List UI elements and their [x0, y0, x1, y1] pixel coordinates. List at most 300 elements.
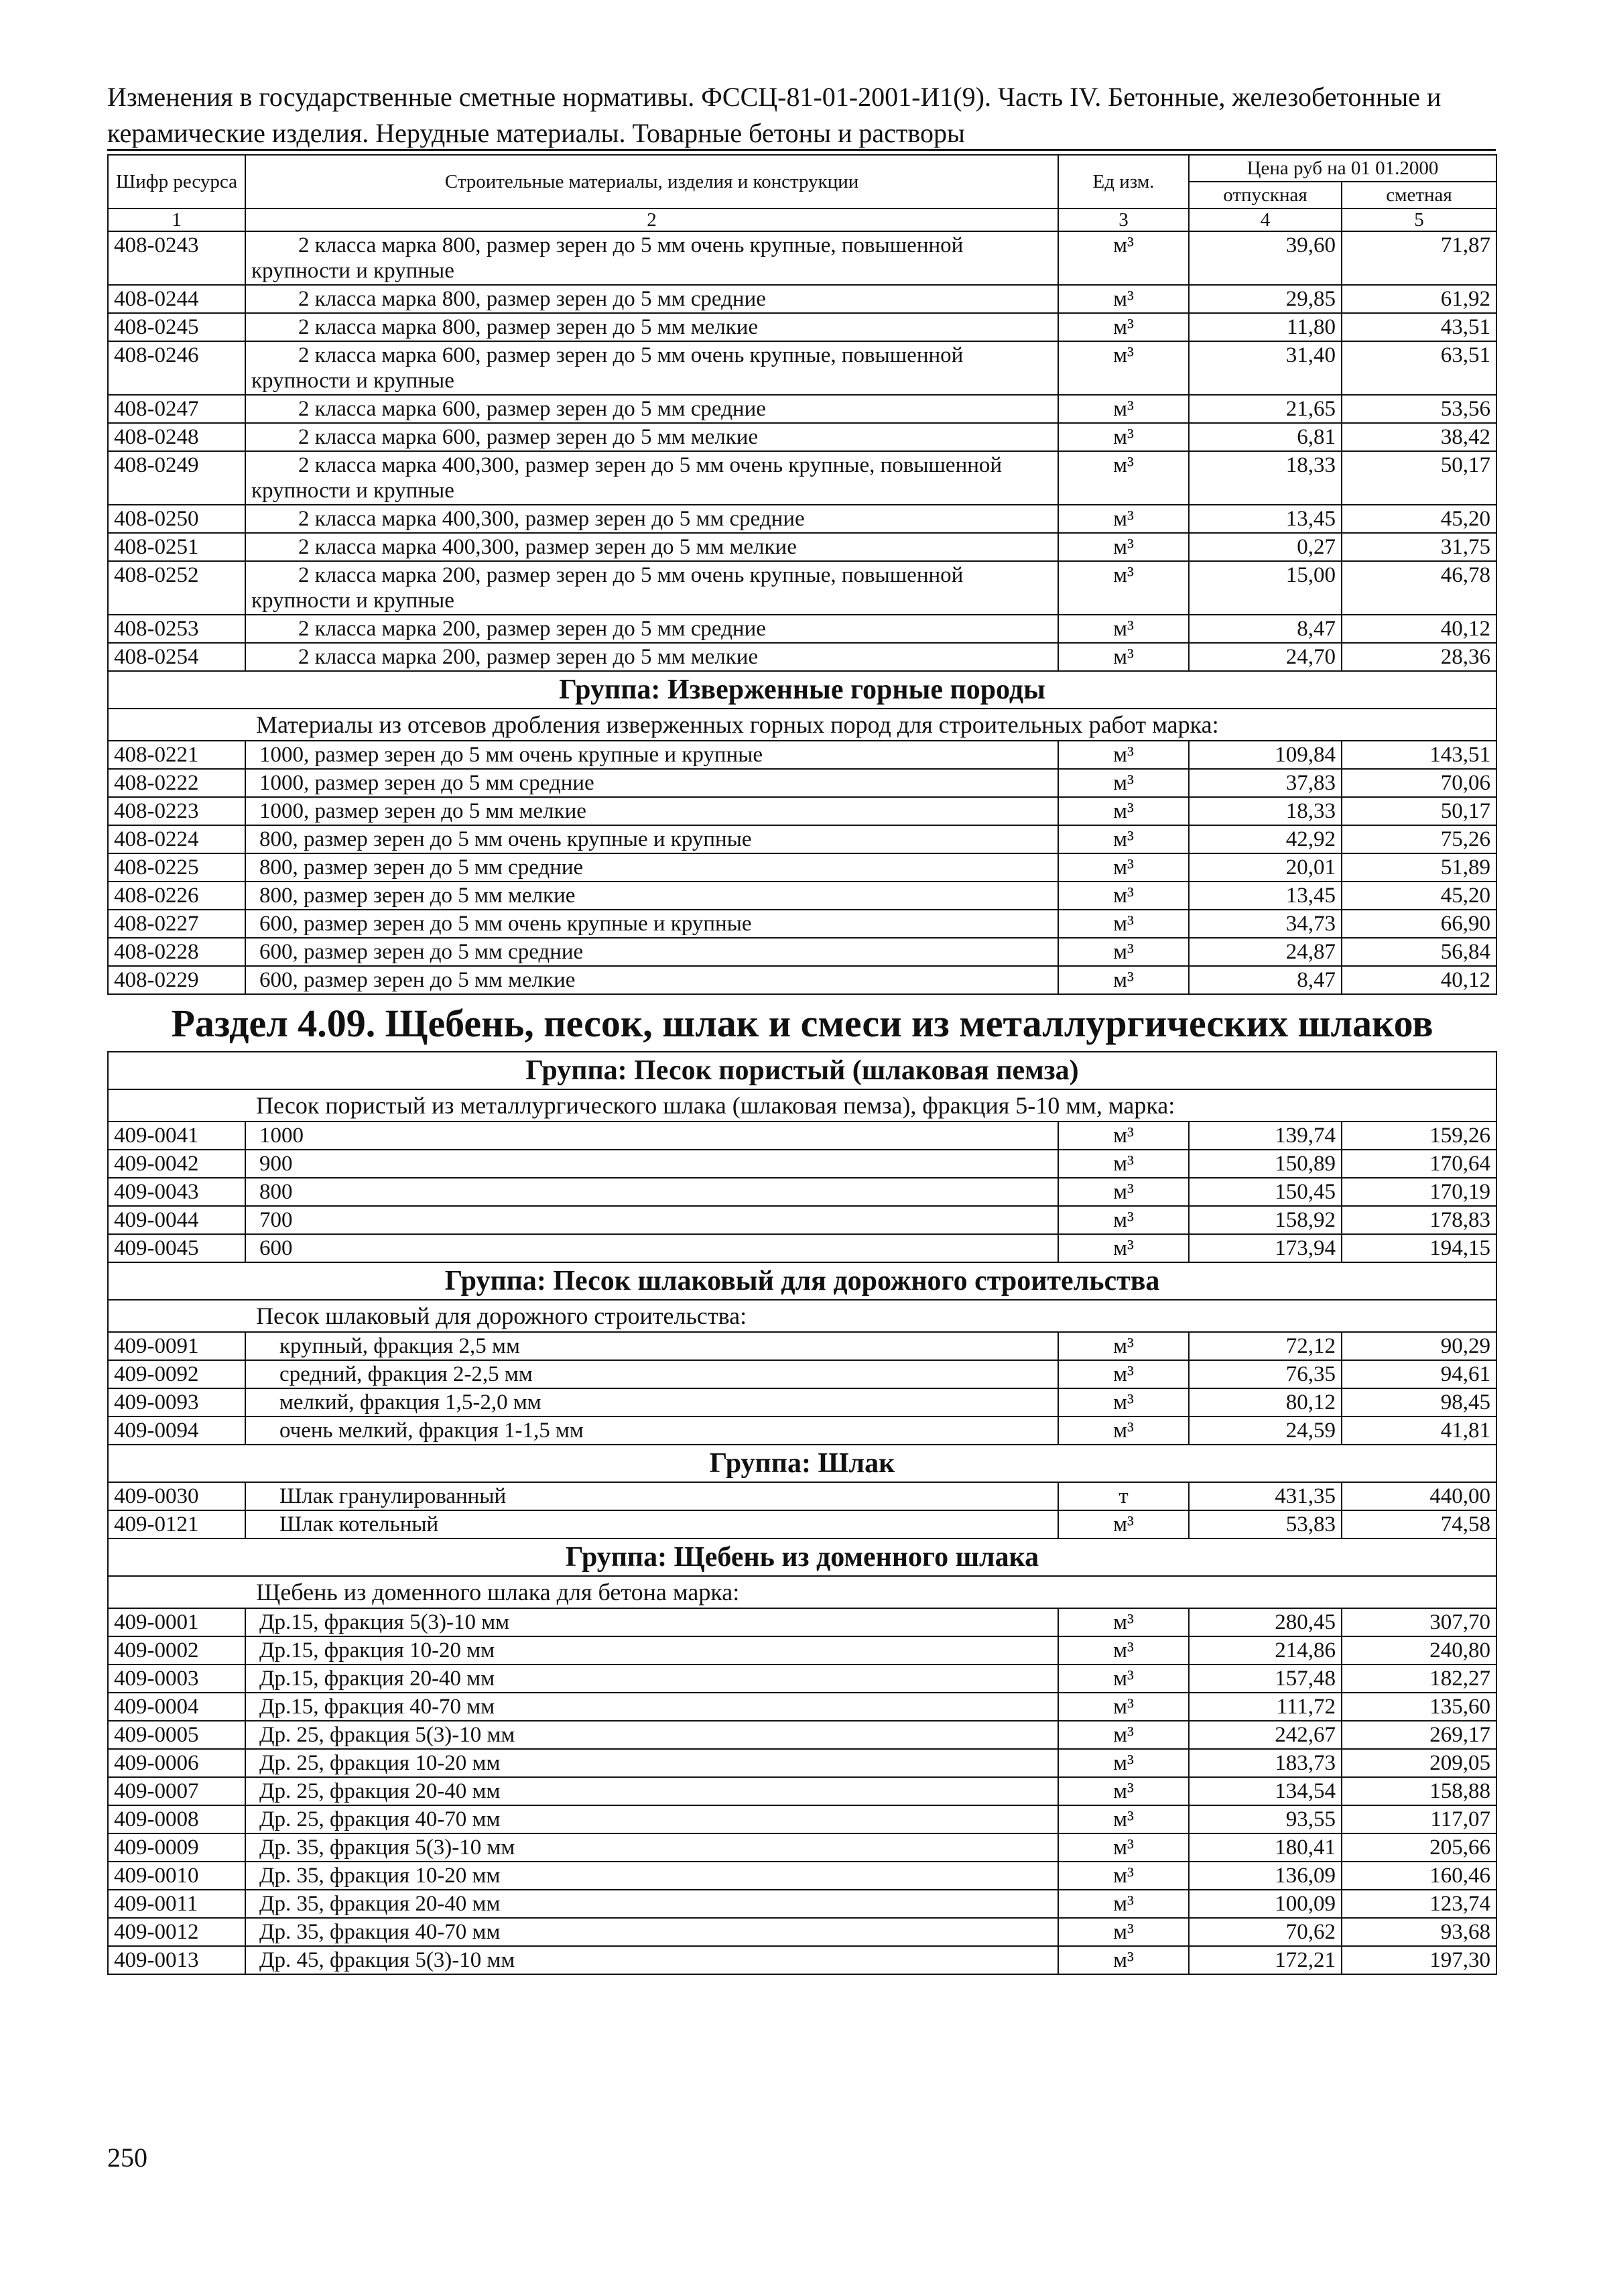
table-row	[108, 1721, 1496, 1749]
table-row	[108, 1178, 1496, 1206]
material-name: 2 класса марка 800, размер зерен до 5 мм средние	[245, 285, 1058, 313]
unit-cell: м³	[1058, 1150, 1189, 1178]
table-row	[108, 1777, 1496, 1805]
resource-code: 409-0006	[108, 1749, 245, 1777]
estimate-price: 269,17	[1342, 1721, 1496, 1749]
group-igneous-rows	[108, 741, 1496, 994]
resource-code: 408-0225	[108, 853, 245, 882]
material-name: средний, фракция 2-2,5 мм	[245, 1360, 1058, 1388]
material-name: очень мелкий, фракция 1-1,5 мм	[245, 1416, 1058, 1445]
group-road-sand-rows	[108, 1332, 1496, 1445]
release-price: 157,48	[1189, 1665, 1342, 1693]
estimate-price: 56,84	[1342, 938, 1496, 966]
release-price: 136,09	[1189, 1862, 1342, 1890]
unit-cell: м³	[1058, 1636, 1189, 1665]
table-row	[108, 1833, 1496, 1862]
table-row	[108, 1665, 1496, 1693]
material-name: 1000, размер зерен до 5 мм мелкие	[245, 797, 1058, 825]
group-slag-title: Группа: Шлак	[108, 1445, 1496, 1482]
section-title: Раздел 4.09. Щебень, песок, шлак и смеси из металлургических шлаков	[108, 994, 1496, 1052]
table-row	[108, 231, 1496, 285]
unit-cell: м³	[1058, 1416, 1189, 1445]
material-name: 1000, размер зерен до 5 мм очень крупные и крупные	[245, 741, 1058, 769]
resource-code: 409-0009	[108, 1833, 245, 1862]
unit-cell: м³	[1058, 741, 1189, 769]
release-price: 18,33	[1189, 451, 1342, 505]
release-price: 34,73	[1189, 910, 1342, 938]
unit-cell: м³	[1058, 423, 1189, 451]
material-name: 2 класса марка 200, размер зерен до 5 мм средние	[245, 615, 1058, 643]
release-price: 13,45	[1189, 505, 1342, 533]
release-price: 109,84	[1189, 741, 1342, 769]
material-name: 2 класса марка 400,300, размер зерен до 5 мм средние	[245, 505, 1058, 533]
release-price: 53,83	[1189, 1510, 1342, 1538]
release-price: 24,59	[1189, 1416, 1342, 1445]
unit-cell: м³	[1058, 313, 1189, 341]
estimate-price: 117,07	[1342, 1805, 1496, 1833]
estimate-price: 71,87	[1342, 231, 1496, 285]
table-row	[108, 1946, 1496, 1974]
group-igneous-body	[108, 671, 1496, 741]
group-road-sand-intro: Песок шлаковый для дорожного строительства:	[108, 1300, 1496, 1332]
resource-code: 408-0224	[108, 825, 245, 853]
page-header: Изменения в государственные сметные нормативы. ФССЦ-81-01-2001-И1(9). Часть IV. Бетонные, железобетонные и керамические изделия. Нерудные материалы. Товарные бетоны и растворы	[107, 82, 1442, 148]
unit-cell: м³	[1058, 1918, 1189, 1946]
material-name: 600, размер зерен до 5 мм очень крупные и крупные	[245, 910, 1058, 938]
estimate-price: 38,42	[1342, 423, 1496, 451]
section-body	[108, 994, 1496, 1052]
release-price: 8,47	[1189, 966, 1342, 994]
estimate-price: 40,12	[1342, 615, 1496, 643]
resource-code: 409-0007	[108, 1777, 245, 1805]
estimate-price: 182,27	[1342, 1665, 1496, 1693]
resource-code: 409-0001	[108, 1608, 245, 1636]
material-name: 2 класса марка 600, размер зерен до 5 мм средние	[245, 395, 1058, 423]
unit-cell: м³	[1058, 797, 1189, 825]
estimate-price: 194,15	[1342, 1234, 1496, 1262]
resource-code: 408-0222	[108, 769, 245, 797]
header-rule	[107, 149, 1496, 151]
th-name: Строительные материалы, изделия и конструкции	[245, 155, 1058, 208]
estimate-price: 40,12	[1342, 966, 1496, 994]
estimate-price: 307,70	[1342, 1608, 1496, 1636]
estimate-price: 31,75	[1342, 533, 1496, 561]
material-name: Др. 25, фракция 10-20 мм	[245, 1749, 1058, 1777]
material-name: 600, размер зерен до 5 мм средние	[245, 938, 1058, 966]
group-igneous-title: Группа: Изверженные горные породы	[108, 671, 1496, 709]
table-row	[108, 769, 1496, 797]
unit-cell: м³	[1058, 1206, 1189, 1234]
estimate-price: 170,64	[1342, 1150, 1496, 1178]
material-name: 1000, размер зерен до 5 мм средние	[245, 769, 1058, 797]
resource-code: 409-0008	[108, 1805, 245, 1833]
resource-code: 409-0042	[108, 1150, 245, 1178]
material-name: 2 класса марка 200, размер зерен до 5 мм очень крупные, повышенной крупности и крупные	[245, 561, 1058, 615]
release-price: 8,47	[1189, 615, 1342, 643]
unit-cell: м³	[1058, 395, 1189, 423]
estimate-price: 143,51	[1342, 741, 1496, 769]
table-row	[108, 643, 1496, 671]
resource-code: 408-0243	[108, 231, 245, 285]
estimate-price: 43,51	[1342, 313, 1496, 341]
table-row	[108, 341, 1496, 395]
column-numbers-row	[108, 208, 1496, 231]
estimate-price: 50,17	[1342, 797, 1496, 825]
resource-code: 409-0041	[108, 1122, 245, 1150]
estimate-price: 209,05	[1342, 1749, 1496, 1777]
th-unit: Ед изм.	[1058, 155, 1189, 208]
resource-code: 409-0011	[108, 1890, 245, 1918]
material-name: 600, размер зерен до 5 мм мелкие	[245, 966, 1058, 994]
group-blast-rows	[108, 1608, 1496, 1974]
group-slag-rows	[108, 1482, 1496, 1538]
resource-code: 409-0045	[108, 1234, 245, 1262]
material-name: 800	[245, 1178, 1058, 1206]
estimate-price: 197,30	[1342, 1946, 1496, 1974]
group-road-sand-title: Группа: Песок шлаковый для дорожного строительства	[108, 1262, 1496, 1300]
material-name: Др.15, фракция 20-40 мм	[245, 1665, 1058, 1693]
unit-cell: м³	[1058, 1721, 1189, 1749]
material-name: Др. 25, фракция 5(3)-10 мм	[245, 1721, 1058, 1749]
release-price: 0,27	[1189, 533, 1342, 561]
estimate-price: 66,90	[1342, 910, 1496, 938]
release-price: 93,55	[1189, 1805, 1342, 1833]
material-name: 900	[245, 1150, 1058, 1178]
table-row	[108, 561, 1496, 615]
estimate-price: 170,19	[1342, 1178, 1496, 1206]
material-name: Шлак гранулированный	[245, 1482, 1058, 1510]
resource-code: 408-0253	[108, 615, 245, 643]
resource-code: 408-0221	[108, 741, 245, 769]
table-row	[108, 423, 1496, 451]
table-head	[108, 155, 1496, 231]
material-name: 1000	[245, 1122, 1058, 1150]
estimate-price: 240,80	[1342, 1636, 1496, 1665]
material-name: крупный, фракция 2,5 мм	[245, 1332, 1058, 1360]
table-row	[108, 938, 1496, 966]
release-price: 20,01	[1189, 853, 1342, 882]
release-price: 150,45	[1189, 1178, 1342, 1206]
table-row	[108, 1416, 1496, 1445]
colnum-5: 5	[1342, 208, 1496, 231]
material-name: 800, размер зерен до 5 мм мелкие	[245, 882, 1058, 910]
estimate-price: 46,78	[1342, 561, 1496, 615]
material-name: 2 класса марка 800, размер зерен до 5 мм очень крупные, повышенной крупности и крупные	[245, 231, 1058, 285]
material-name: 2 класса марка 600, размер зерен до 5 мм мелкие	[245, 423, 1058, 451]
material-name: 600	[245, 1234, 1058, 1262]
estimate-price: 160,46	[1342, 1862, 1496, 1890]
table-row	[108, 1749, 1496, 1777]
release-price: 242,67	[1189, 1721, 1342, 1749]
release-price: 24,87	[1189, 938, 1342, 966]
estimate-price: 123,74	[1342, 1890, 1496, 1918]
resource-code: 409-0010	[108, 1862, 245, 1890]
release-price: 180,41	[1189, 1833, 1342, 1862]
table-row	[108, 313, 1496, 341]
group-pumice-title: Группа: Песок пористый (шлаковая пемза)	[108, 1052, 1496, 1089]
table-row	[108, 741, 1496, 769]
unit-cell: м³	[1058, 1749, 1189, 1777]
estimate-price: 178,83	[1342, 1206, 1496, 1234]
release-price: 6,81	[1189, 423, 1342, 451]
resource-code: 408-0250	[108, 505, 245, 533]
table-row	[108, 505, 1496, 533]
unit-cell: м³	[1058, 1388, 1189, 1416]
unit-cell: м³	[1058, 231, 1189, 285]
resource-code: 408-0247	[108, 395, 245, 423]
th-release: отпускная	[1189, 182, 1342, 208]
material-name: Др.15, фракция 10-20 мм	[245, 1636, 1058, 1665]
estimate-price: 51,89	[1342, 853, 1496, 882]
unit-cell: м³	[1058, 966, 1189, 994]
group-slag-body	[108, 1445, 1496, 1482]
material-name: Др. 35, фракция 10-20 мм	[245, 1862, 1058, 1890]
unit-cell: м³	[1058, 533, 1189, 561]
resource-code: 408-0244	[108, 285, 245, 313]
estimate-price: 45,20	[1342, 882, 1496, 910]
table-row	[108, 1608, 1496, 1636]
table-row	[108, 1332, 1496, 1360]
table-row	[108, 1890, 1496, 1918]
page-number: 250	[107, 2142, 147, 2173]
material-name: 2 класса марка 800, размер зерен до 5 мм мелкие	[245, 313, 1058, 341]
material-name: 2 класса марка 400,300, размер зерен до 5 мм очень крупные, повышенной крупности и крупные	[245, 451, 1058, 505]
table-row	[108, 910, 1496, 938]
unit-cell: м³	[1058, 1665, 1189, 1693]
table-row	[108, 451, 1496, 505]
material-name: 700	[245, 1206, 1058, 1234]
resource-code: 409-0091	[108, 1332, 245, 1360]
release-price: 13,45	[1189, 882, 1342, 910]
unit-cell: м³	[1058, 285, 1189, 313]
table-row	[108, 1805, 1496, 1833]
resource-code: 408-0229	[108, 966, 245, 994]
resource-code: 409-0092	[108, 1360, 245, 1388]
estimate-price: 75,26	[1342, 825, 1496, 853]
estimate-price: 53,56	[1342, 395, 1496, 423]
resource-code: 408-0228	[108, 938, 245, 966]
table-row	[108, 1862, 1496, 1890]
group-road-sand-body	[108, 1262, 1496, 1332]
release-price: 21,65	[1189, 395, 1342, 423]
estimate-price: 63,51	[1342, 341, 1496, 395]
estimate-price: 93,68	[1342, 1918, 1496, 1946]
resource-code: 408-0246	[108, 341, 245, 395]
table-row	[108, 825, 1496, 853]
resource-code: 409-0094	[108, 1416, 245, 1445]
release-price: 37,83	[1189, 769, 1342, 797]
estimate-price: 440,00	[1342, 1482, 1496, 1510]
unit-cell: м³	[1058, 561, 1189, 615]
unit-cell: м³	[1058, 1890, 1189, 1918]
unit-cell: м³	[1058, 1946, 1189, 1974]
unit-cell: м³	[1058, 1360, 1189, 1388]
estimate-price: 98,45	[1342, 1388, 1496, 1416]
release-price: 11,80	[1189, 313, 1342, 341]
estimate-price: 135,60	[1342, 1693, 1496, 1721]
release-price: 280,45	[1189, 1608, 1342, 1636]
estimate-price: 70,06	[1342, 769, 1496, 797]
release-price: 70,62	[1189, 1918, 1342, 1946]
table-row	[108, 285, 1496, 313]
unit-cell: м³	[1058, 1178, 1189, 1206]
block1-body	[108, 231, 1496, 671]
table-row	[108, 395, 1496, 423]
unit-cell: м³	[1058, 1332, 1189, 1360]
th-code: Шифр ресурса	[108, 155, 245, 208]
unit-cell: м³	[1058, 825, 1189, 853]
material-name: Др.15, фракция 40-70 мм	[245, 1693, 1058, 1721]
table-row	[108, 615, 1496, 643]
material-name: мелкий, фракция 1,5-2,0 мм	[245, 1388, 1058, 1416]
resource-code: 409-0012	[108, 1918, 245, 1946]
resource-code: 409-0121	[108, 1510, 245, 1538]
material-name: Др. 25, фракция 20-40 мм	[245, 1777, 1058, 1805]
table-row	[108, 1122, 1496, 1150]
table-row	[108, 1206, 1496, 1234]
release-price: 39,60	[1189, 231, 1342, 285]
table-row	[108, 1388, 1496, 1416]
table-row	[108, 853, 1496, 882]
unit-cell: м³	[1058, 1608, 1189, 1636]
table-row	[108, 1918, 1496, 1946]
unit-cell: м³	[1058, 1122, 1189, 1150]
release-price: 214,86	[1189, 1636, 1342, 1665]
estimate-price: 28,36	[1342, 643, 1496, 671]
resource-code: 409-0030	[108, 1482, 245, 1510]
colnum-4: 4	[1189, 208, 1342, 231]
table-row	[108, 797, 1496, 825]
unit-cell: м³	[1058, 1777, 1189, 1805]
release-price: 31,40	[1189, 341, 1342, 395]
colnum-2: 2	[245, 208, 1058, 231]
resource-code: 408-0248	[108, 423, 245, 451]
group-pumice-rows	[108, 1122, 1496, 1262]
release-price: 139,74	[1189, 1122, 1342, 1150]
estimate-price: 94,61	[1342, 1360, 1496, 1388]
material-name: 800, размер зерен до 5 мм средние	[245, 853, 1058, 882]
estimate-price: 74,58	[1342, 1510, 1496, 1538]
material-name: Шлак котельный	[245, 1510, 1058, 1538]
group-pumice-intro: Песок пористый из металлургического шлака (шлаковая пемза), фракция 5-10 мм, марка:	[108, 1089, 1496, 1122]
resource-code: 408-0223	[108, 797, 245, 825]
price-table	[107, 154, 1497, 1975]
release-price: 29,85	[1189, 285, 1342, 313]
unit-cell: м³	[1058, 1234, 1189, 1262]
table-row	[108, 966, 1496, 994]
estimate-price: 159,26	[1342, 1122, 1496, 1150]
resource-code: 409-0013	[108, 1946, 245, 1974]
unit-cell: м³	[1058, 505, 1189, 533]
release-price: 134,54	[1189, 1777, 1342, 1805]
resource-code: 408-0226	[108, 882, 245, 910]
release-price: 18,33	[1189, 797, 1342, 825]
material-name: 2 класса марка 600, размер зерен до 5 мм очень крупные, повышенной крупности и крупные	[245, 341, 1058, 395]
release-price: 111,72	[1189, 1693, 1342, 1721]
th-estimate: сметная	[1342, 182, 1496, 208]
estimate-price: 45,20	[1342, 505, 1496, 533]
release-price: 76,35	[1189, 1360, 1342, 1388]
unit-cell: м³	[1058, 769, 1189, 797]
unit-cell: м³	[1058, 615, 1189, 643]
unit-cell: м³	[1058, 910, 1189, 938]
resource-code: 409-0003	[108, 1665, 245, 1693]
table-row	[108, 533, 1496, 561]
resource-code: 409-0004	[108, 1693, 245, 1721]
resource-code: 409-0002	[108, 1636, 245, 1665]
colnum-3: 3	[1058, 208, 1189, 231]
resource-code: 409-0005	[108, 1721, 245, 1749]
resource-code: 408-0249	[108, 451, 245, 505]
unit-cell: м³	[1058, 938, 1189, 966]
table-row	[108, 1510, 1496, 1538]
resource-code: 408-0254	[108, 643, 245, 671]
table-row	[108, 1636, 1496, 1665]
material-name: Др. 25, фракция 40-70 мм	[245, 1805, 1058, 1833]
estimate-price: 50,17	[1342, 451, 1496, 505]
th-price: Цена руб на 01 01.2000	[1189, 155, 1496, 182]
material-name: Др.15, фракция 5(3)-10 мм	[245, 1608, 1058, 1636]
estimate-price: 90,29	[1342, 1332, 1496, 1360]
resource-code: 408-0251	[108, 533, 245, 561]
unit-cell: т	[1058, 1482, 1189, 1510]
material-name: Др. 35, фракция 40-70 мм	[245, 1918, 1058, 1946]
resource-code: 408-0252	[108, 561, 245, 615]
estimate-price: 158,88	[1342, 1777, 1496, 1805]
release-price: 80,12	[1189, 1388, 1342, 1416]
table-row	[108, 1234, 1496, 1262]
estimate-price: 205,66	[1342, 1833, 1496, 1862]
estimate-price: 61,92	[1342, 285, 1496, 313]
unit-cell: м³	[1058, 341, 1189, 395]
release-price: 42,92	[1189, 825, 1342, 853]
release-price: 158,92	[1189, 1206, 1342, 1234]
release-price: 150,89	[1189, 1150, 1342, 1178]
group-blast-intro: Щебень из доменного шлака для бетона марка:	[108, 1576, 1496, 1608]
material-name: Др. 35, фракция 20-40 мм	[245, 1890, 1058, 1918]
material-name: 2 класса марка 400,300, размер зерен до 5 мм мелкие	[245, 533, 1058, 561]
material-name: Др. 35, фракция 5(3)-10 мм	[245, 1833, 1058, 1862]
table-row	[108, 1693, 1496, 1721]
release-price: 72,12	[1189, 1332, 1342, 1360]
table-row	[108, 1150, 1496, 1178]
group-pumice-body	[108, 1052, 1496, 1122]
unit-cell: м³	[1058, 643, 1189, 671]
release-price: 431,35	[1189, 1482, 1342, 1510]
resource-code: 409-0093	[108, 1388, 245, 1416]
group-blast-body	[108, 1538, 1496, 1608]
table-row	[108, 1482, 1496, 1510]
release-price: 173,94	[1189, 1234, 1342, 1262]
unit-cell: м³	[1058, 1833, 1189, 1862]
unit-cell: м³	[1058, 853, 1189, 882]
material-name: 800, размер зерен до 5 мм очень крупные и крупные	[245, 825, 1058, 853]
release-price: 15,00	[1189, 561, 1342, 615]
material-name: 2 класса марка 200, размер зерен до 5 мм мелкие	[245, 643, 1058, 671]
group-igneous-intro: Материалы из отсевов дробления изверженных горных пород для строительных работ марка:	[108, 709, 1496, 741]
unit-cell: м³	[1058, 1693, 1189, 1721]
resource-code: 409-0043	[108, 1178, 245, 1206]
material-name: Др. 45, фракция 5(3)-10 мм	[245, 1946, 1058, 1974]
resource-code: 408-0245	[108, 313, 245, 341]
estimate-price: 41,81	[1342, 1416, 1496, 1445]
unit-cell: м³	[1058, 1805, 1189, 1833]
group-blast-title: Группа: Щебень из доменного шлака	[108, 1538, 1496, 1576]
table-row	[108, 882, 1496, 910]
unit-cell: м³	[1058, 882, 1189, 910]
table-row	[108, 1360, 1496, 1388]
release-price: 183,73	[1189, 1749, 1342, 1777]
